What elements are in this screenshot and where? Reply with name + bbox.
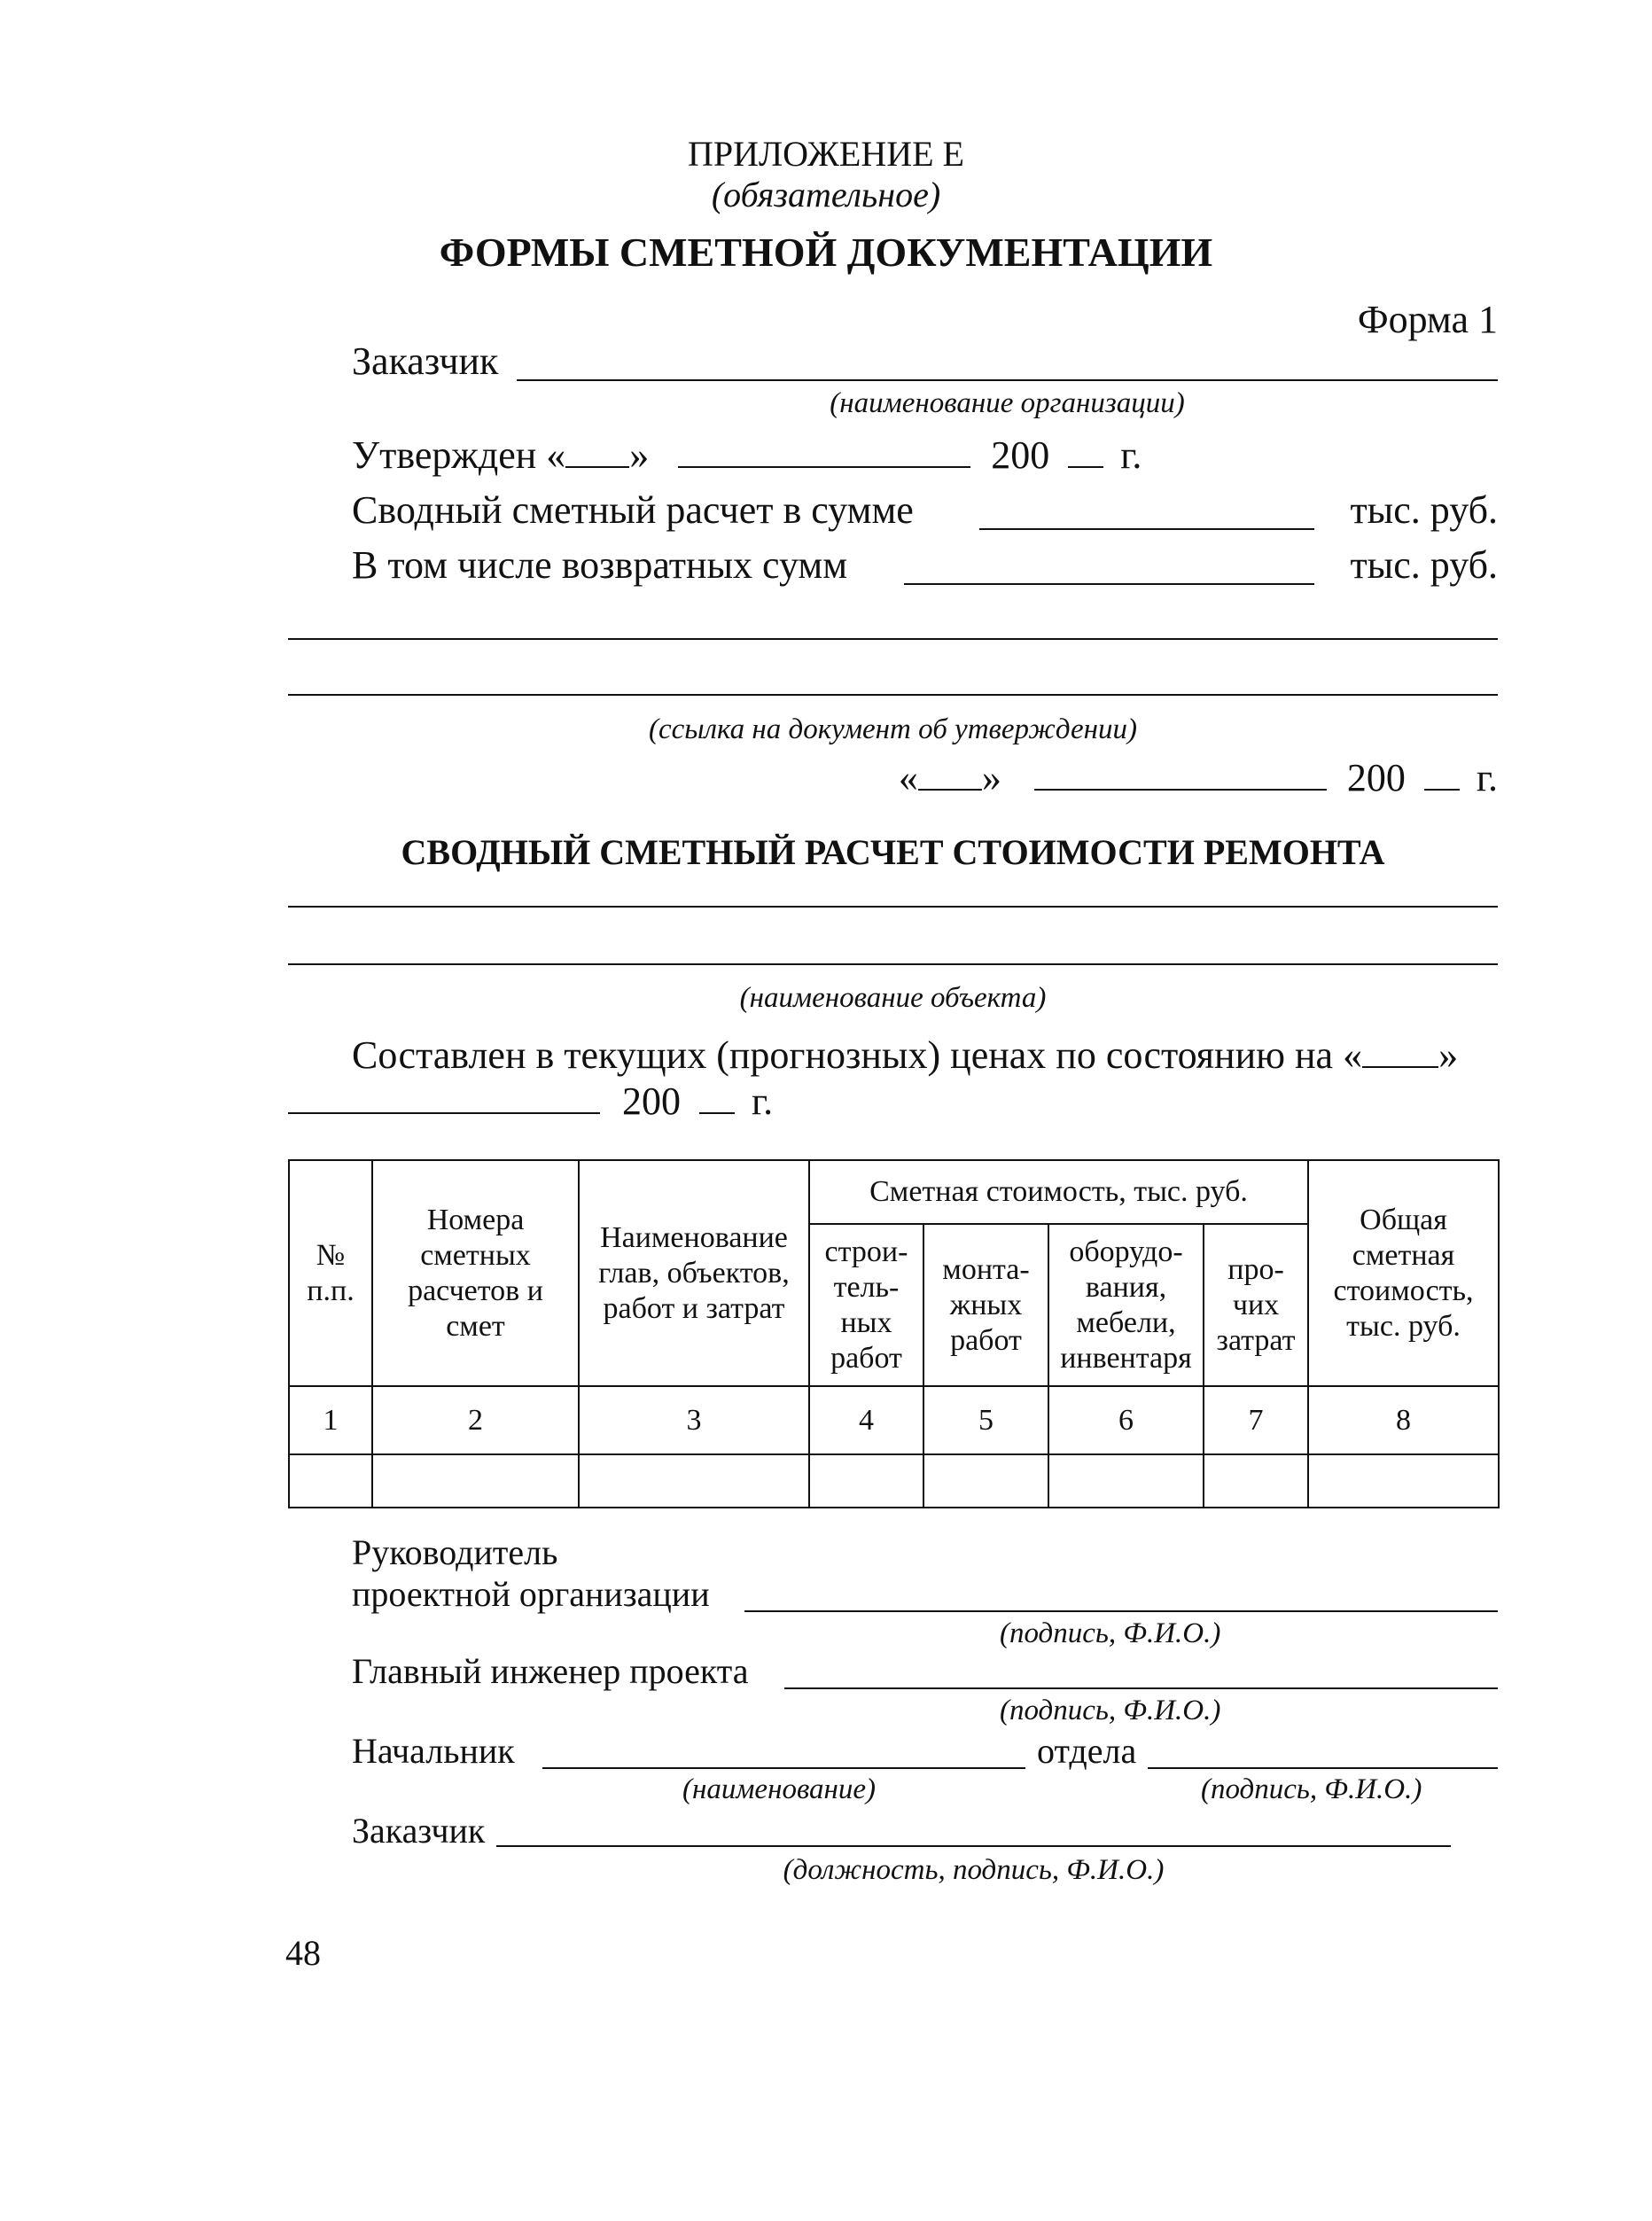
doc-ref-note: (ссылка на документ об утверждении) bbox=[649, 713, 1137, 745]
final-customer-line bbox=[496, 1845, 1451, 1847]
department-name-line bbox=[542, 1767, 1025, 1769]
page-number: 48 bbox=[285, 1933, 321, 1973]
table-cell[interactable] bbox=[372, 1454, 579, 1508]
department-label: отдела bbox=[1037, 1731, 1137, 1771]
object-note: (наименование объекта) bbox=[739, 982, 1047, 1014]
department-signature-line bbox=[1148, 1767, 1498, 1769]
head-label-line2: проектной организации bbox=[352, 1574, 710, 1614]
chief-engineer-signature-note: (подпись, Ф.И.О.) bbox=[1000, 1695, 1221, 1726]
approved-open-quote: « bbox=[546, 433, 566, 477]
estimate-title: СВОДНЫЙ СМЕТНЫЙ РАСЧЕТ СТОИМОСТИ РЕМОНТА bbox=[401, 832, 1385, 872]
doc-date-open-quote: « bbox=[898, 756, 918, 799]
column-header-number: № п.п. bbox=[289, 1160, 372, 1386]
prices-close-quote: » bbox=[1438, 1033, 1459, 1077]
returns-currency: тыс. руб. bbox=[1350, 543, 1498, 587]
doc-date-close-quote: » bbox=[981, 756, 1001, 799]
table-cell[interactable] bbox=[1204, 1454, 1308, 1508]
prices-year-prefix: 200 bbox=[622, 1079, 681, 1123]
approved-year-suffix: г. bbox=[1120, 433, 1142, 477]
customer-note: (наименование организации) bbox=[830, 387, 1185, 419]
final-customer-label: Заказчик bbox=[352, 1811, 486, 1851]
doc-date-year-suffix: г. bbox=[1476, 756, 1498, 799]
department-name-note: (наименование) bbox=[682, 1773, 877, 1805]
approved-label: Утвержден bbox=[352, 433, 537, 477]
object-line-1 bbox=[288, 906, 1498, 908]
approved-year-blank bbox=[1068, 465, 1103, 468]
column-number: 4 bbox=[809, 1386, 923, 1454]
returns-amount-line bbox=[904, 583, 1314, 585]
prices-year-blank bbox=[699, 1111, 735, 1114]
doc-date-year-prefix: 200 bbox=[1346, 756, 1406, 799]
department-signature-note: (подпись, Ф.И.О.) bbox=[1201, 1773, 1422, 1805]
final-customer-note: (должность, подпись, Ф.И.О.) bbox=[783, 1854, 1165, 1886]
prices-date-row bbox=[288, 1079, 773, 1124]
column-header-estimate-numbers: Номера сметных расчетов и смет bbox=[372, 1160, 579, 1386]
prices-month-blank bbox=[288, 1111, 600, 1114]
column-number: 3 bbox=[579, 1386, 809, 1454]
customer-line bbox=[517, 379, 1498, 381]
column-number: 6 bbox=[1048, 1386, 1204, 1454]
department-head-label: Начальник bbox=[352, 1731, 515, 1771]
column-number: 2 bbox=[372, 1386, 579, 1454]
table-cell[interactable] bbox=[1048, 1454, 1204, 1508]
column-number-row bbox=[289, 1386, 1499, 1454]
prices-label: Составлен в текущих (прогнозных) ценах по состоянию на bbox=[352, 1033, 1334, 1077]
doc-ref-line-2 bbox=[288, 694, 1498, 696]
approved-month-blank bbox=[678, 465, 970, 468]
doc-date-month-blank bbox=[1034, 788, 1327, 791]
appendix-status: (обязательное) bbox=[711, 175, 941, 214]
table-row bbox=[289, 1454, 1499, 1508]
head-signature-line bbox=[744, 1610, 1498, 1612]
object-line-2 bbox=[288, 963, 1498, 965]
column-header-installation: монта- жных работ bbox=[923, 1224, 1048, 1386]
column-header-other: про- чих затрат bbox=[1204, 1224, 1308, 1386]
doc-date-day-blank bbox=[918, 788, 982, 791]
table-cell[interactable] bbox=[923, 1454, 1048, 1508]
summary-currency: тыс. руб. bbox=[1350, 488, 1498, 532]
column-number: 5 bbox=[923, 1386, 1048, 1454]
doc-date-year-blank bbox=[1424, 788, 1460, 791]
doc-date-row bbox=[899, 755, 1498, 800]
table-cell[interactable] bbox=[579, 1454, 809, 1508]
column-number: 7 bbox=[1204, 1386, 1308, 1454]
column-header-equipment: оборудо- вания, мебели, инвентаря bbox=[1048, 1224, 1204, 1386]
column-number: 8 bbox=[1308, 1386, 1499, 1454]
column-group-estimated-cost: Сметная стоимость, тыс. руб. bbox=[809, 1160, 1308, 1224]
chief-engineer-label: Главный инженер проекта bbox=[352, 1651, 749, 1691]
table-cell[interactable] bbox=[289, 1454, 372, 1508]
table-cell[interactable] bbox=[1308, 1454, 1499, 1508]
head-signature-note: (подпись, Ф.И.О.) bbox=[1000, 1617, 1221, 1649]
column-header-total: Общая сметная стоимость, тыс. руб. bbox=[1308, 1160, 1499, 1386]
prices-year-suffix: г. bbox=[752, 1079, 774, 1123]
chief-engineer-signature-line bbox=[784, 1687, 1498, 1689]
document-title: ФОРМЫ СМЕТНОЙ ДОКУМЕНТАЦИИ bbox=[439, 230, 1213, 275]
approved-row bbox=[352, 433, 1142, 478]
approved-day-blank bbox=[565, 465, 629, 468]
column-header-name: Наименование глав, объектов, работ и затрат bbox=[579, 1160, 809, 1386]
appendix-heading: ПРИЛОЖЕНИЕ Е bbox=[688, 134, 964, 174]
column-number: 1 bbox=[289, 1386, 372, 1454]
table-cell[interactable] bbox=[809, 1454, 923, 1508]
doc-ref-line-1 bbox=[288, 638, 1498, 640]
summary-label: Сводный сметный расчет в сумме bbox=[352, 488, 914, 532]
prices-row bbox=[352, 1033, 1458, 1078]
customer-label: Заказчик bbox=[352, 339, 499, 383]
summary-amount-line bbox=[979, 528, 1314, 530]
prices-open-quote: « bbox=[1343, 1033, 1363, 1077]
returns-label: В том числе возвратных сумм bbox=[352, 543, 848, 587]
column-header-construction: строи- тель- ных работ bbox=[809, 1224, 923, 1386]
head-label-line1: Руководитель bbox=[352, 1532, 558, 1572]
form-label: Форма 1 bbox=[1357, 298, 1498, 341]
approved-close-quote: » bbox=[629, 433, 650, 477]
approved-year-prefix: 200 bbox=[991, 433, 1050, 477]
prices-day-blank bbox=[1362, 1065, 1438, 1068]
summary-cost-table bbox=[288, 1159, 1500, 1508]
